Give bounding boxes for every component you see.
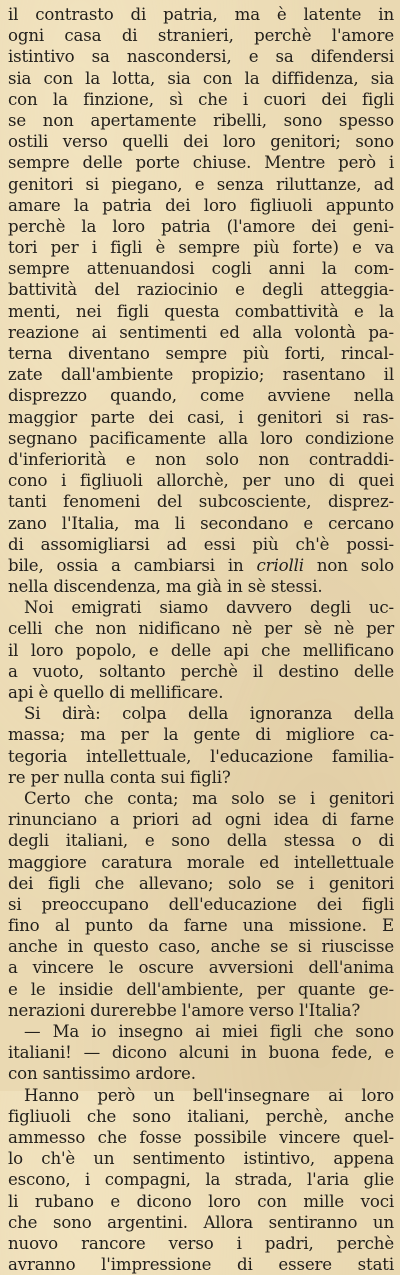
text-line: si preoccupano dell'educazione dei figli bbox=[8, 894, 394, 914]
text-line: italiani! — dicono alcuni in buona fede, e bbox=[8, 1043, 394, 1063]
text-line: — Ma io insegno ai miei figli che sono bbox=[24, 1022, 394, 1041]
article-column bbox=[8, 4, 394, 1275]
text-line: il contrasto di patria, ma è latente in bbox=[8, 5, 394, 24]
text-line: avranno l'impressione di essere stati bbox=[8, 1255, 394, 1275]
text-line: nella discendenza, ma già in sè stessi. bbox=[8, 577, 323, 597]
text-line: li rubano e dicono loro con mille voci bbox=[8, 1191, 394, 1211]
text-line: nuovo rancore verso i padri, perchè bbox=[8, 1233, 394, 1253]
text-line: e le insidie dell'ambiente, per quante ge- bbox=[8, 979, 394, 999]
text-line: con santissimo ardore. bbox=[8, 1064, 196, 1084]
text-line: amare la patria dei loro figliuoli appunto bbox=[8, 195, 394, 215]
text-line: reazione ai sentimenti ed alla volontà pa- bbox=[8, 322, 394, 342]
text-line: cono i figliuoli allorchè, per uno di quei bbox=[8, 471, 394, 491]
text-line: lo ch'è un sentimento istintivo, appena bbox=[8, 1149, 394, 1169]
text-line: zano l'Italia, ma li secondano e cercano bbox=[8, 513, 394, 533]
text-line: massa; ma per la gente di migliore ca- bbox=[8, 725, 394, 745]
text-line: re per nulla conta sui figli? bbox=[8, 767, 231, 787]
text-line: maggiore caratura morale ed intellettuale bbox=[8, 852, 394, 872]
text-line: segnano pacificamente alla loro condizione bbox=[8, 428, 394, 448]
text-line: fino al punto da farne una missione. E bbox=[8, 916, 394, 936]
text-line: Certo che conta; ma solo se i genitori bbox=[24, 788, 394, 808]
text-line: zate dall'ambiente propizio; rasentano il bbox=[8, 365, 394, 385]
text-line: celli che non nidificano nè per sè nè per bbox=[8, 619, 394, 639]
text-line: Hanno però un bell'insegnare ai loro bbox=[24, 1085, 394, 1105]
text-line: se non apertamente ribelli, sono spesso bbox=[8, 110, 394, 130]
text-line: rinunciano a priori ad ogni idea di farne bbox=[8, 810, 394, 830]
text-line: tori per i figli è sempre più forte) e va bbox=[8, 238, 394, 258]
text-line: figliuoli che sono italiani, perchè, anche bbox=[8, 1106, 394, 1126]
text-line: perchè la loro patria (l'amore dei geni- bbox=[8, 216, 394, 236]
text-line: Si dirà: colpa della ignoranza della bbox=[24, 704, 394, 724]
text-line: bile, ossia a cambiarsi in criolli non solo bbox=[8, 555, 394, 575]
text-line: disprezzo quando, come avviene nella bbox=[8, 386, 394, 406]
text-line: sempre attenuandosi cogli anni la com- bbox=[8, 259, 394, 279]
text-line: battività del raziocinio e degli atteggia- bbox=[8, 280, 394, 300]
text-line: anche in questo caso, anche se si riuscisse bbox=[8, 937, 394, 957]
text-line: dei figli che allevano; solo se i genitori bbox=[8, 873, 394, 893]
text-line: sia con la lotta, sia con la diffidenza, sia bbox=[8, 68, 394, 88]
text-line: sempre delle porte chiuse. Mentre però i bbox=[8, 153, 394, 173]
text-line: degli italiani, e sono della stessa o di bbox=[8, 831, 394, 851]
text-line: ogni casa di stranieri, perchè l'amore bbox=[8, 26, 394, 46]
text-line: istintivo sa nascondersi, e sa difendersi bbox=[8, 47, 394, 67]
text-line: ostili verso quelli dei loro genitori; sono bbox=[8, 132, 394, 152]
text-line: escono, i compagni, la strada, l'aria glie bbox=[8, 1170, 394, 1190]
text-line: tanti fenomeni del subcosciente, disprez- bbox=[8, 492, 394, 512]
text-line: con la finzione, sì che i cuori dei figli bbox=[8, 89, 394, 109]
text-line: il loro popolo, e delle api che mellificano bbox=[8, 640, 394, 660]
text-line: api è quello di mellificare. bbox=[8, 683, 224, 702]
text-line: maggior parte dei casi, i genitori si ras- bbox=[8, 407, 394, 427]
text-line: tegoria intellettuale, l'educazione familia- bbox=[8, 746, 394, 766]
text-line: a vuoto, soltanto perchè il destino delle bbox=[8, 661, 394, 681]
text-line: di assomigliarsi ad essi più ch'è possi- bbox=[8, 534, 394, 554]
text-line: d'inferiorità e non solo non contraddi- bbox=[8, 449, 394, 469]
text-line: che sono argentini. Allora sentiranno un bbox=[8, 1212, 394, 1232]
text-line: a vincere le oscure avversioni dell'anima bbox=[8, 958, 394, 978]
text-line: nerazioni durerebbe l'amore verso l'Italia? bbox=[8, 1000, 361, 1020]
text-line: Noi emigrati siamo davvero degli uc- bbox=[24, 598, 394, 618]
text-line: ammesso che fosse possibile vincere quel- bbox=[8, 1127, 394, 1147]
text-line: terna diventano sempre più forti, rincal- bbox=[8, 344, 394, 363]
text-line: menti, nei figli questa combattività e la bbox=[8, 301, 394, 321]
text-line: genitori si piegano, e senza riluttanze, ad bbox=[8, 174, 394, 194]
